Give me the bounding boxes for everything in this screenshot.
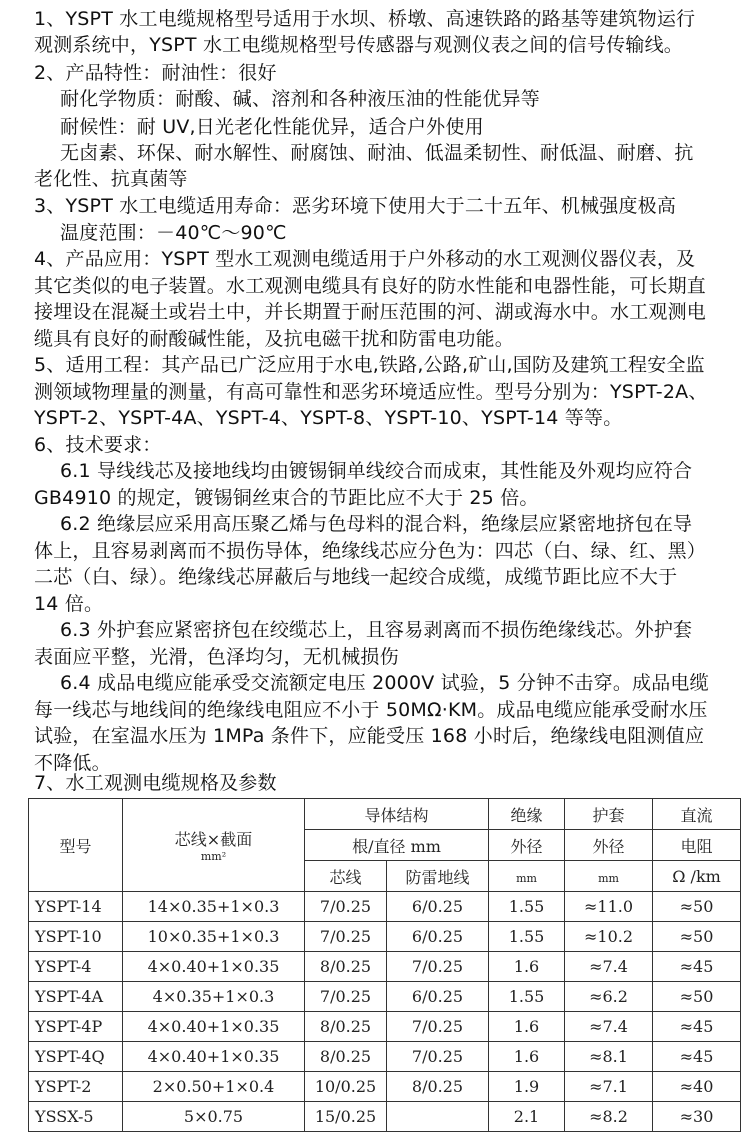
- header-resistance-1: 直流: [653, 799, 741, 830]
- item-5-line-2: 测领域物理量的测量，有高可靠性和恶劣环境适应性。型号分别为：YSPT-2A、: [34, 381, 708, 403]
- item-5-line-1: 5、适用工程：其产品已广泛应用于水电,铁路,公路,矿山,国防及建筑工程安全监: [34, 354, 705, 376]
- item-4-line-3: 接埋设在混凝土或岩土中，并长期置于耐压范围的河、湖或海水中。水工观测电: [34, 301, 707, 323]
- cell-insulation-od: 1.55: [489, 982, 565, 1012]
- item-7-heading: 7、水工观测电缆规格及参数: [34, 772, 277, 794]
- cell-insulation-od: 1.6: [489, 1042, 565, 1072]
- item-6-1-line-1: 6.1 导线线芯及接地线均由镀锡铜单线绞合而成束，其性能及外观均应符合: [60, 460, 693, 482]
- item-6-3-line-2: 表面应平整，光滑，色泽均匀，无机械损伤: [34, 646, 399, 668]
- cell-jacket-od: ≈6.2: [565, 982, 653, 1012]
- header-unit-resistance: Ω /km: [653, 861, 741, 892]
- cell-dc-resistance: ≈50: [653, 982, 741, 1012]
- cell-conductor-core: 8/0.25: [305, 1012, 387, 1042]
- cell-insulation-od: 1.6: [489, 952, 565, 982]
- cell-conductor-ground: 6/0.25: [387, 982, 489, 1012]
- cell-dc-resistance: ≈45: [653, 1012, 741, 1042]
- cell-insulation-od: 2.1: [489, 1102, 565, 1132]
- item-6-2-line-3: 二芯（白、绿）。绝缘线芯屏蔽后与地线一起绞合成缆，成缆节距比应不大于: [34, 566, 678, 588]
- cell-dc-resistance: ≈50: [653, 922, 741, 952]
- header-conductor-structure: 导体结构: [305, 799, 489, 830]
- cell-insulation-od: 1.9: [489, 1072, 565, 1102]
- cell-jacket-od: ≈10.2: [565, 922, 653, 952]
- cell-insulation-od: 1.6: [489, 1012, 565, 1042]
- item-6-2-line-1: 6.2 绝缘层应采用高压聚乙烯与色母料的混合料，绝缘层应紧密地挤包在导: [60, 513, 693, 535]
- cell-insulation-od: 1.55: [489, 892, 565, 922]
- cell-jacket-od: ≈7.4: [565, 1012, 653, 1042]
- cell-conductor-core: 8/0.25: [305, 952, 387, 982]
- cell-core-section: 4×0.40+1×0.35: [123, 1042, 305, 1072]
- cell-jacket-od: ≈8.1: [565, 1042, 653, 1072]
- cell-model: YSPT-4A: [29, 982, 123, 1012]
- cell-core-section: 4×0.40+1×0.35: [123, 1012, 305, 1042]
- item-6-4-line-3: 试验，在室温水压为 1MPa 条件下，应能受压 168 小时后，绝缘线电阻测值应: [34, 725, 705, 747]
- cell-jacket-od: ≈7.1: [565, 1072, 653, 1102]
- cell-conductor-core: 10/0.25: [305, 1072, 387, 1102]
- item-2-chemical: 耐化学物质：耐酸、碱、溶剂和各种液压油的性能优异等: [60, 88, 541, 110]
- cell-model: YSPT-4Q: [29, 1042, 123, 1072]
- cell-model: YSPT-2: [29, 1072, 123, 1102]
- item-2-features-line-1: 无卤素、环保、耐水解性、耐腐蚀、耐油、低温柔韧性、耐低温、耐磨、抗: [60, 142, 694, 164]
- item-6-3-line-1: 6.3 外护套应紧密挤包在绞缆芯上，且容易剥离而不损伤绝缘线芯。外护套: [60, 619, 693, 641]
- spec-table: [28, 798, 741, 1132]
- cell-conductor-ground: 6/0.25: [387, 922, 489, 952]
- header-unit-insulation: mm: [489, 861, 565, 892]
- table-row: [29, 952, 741, 982]
- table-header-row-1: [29, 799, 741, 830]
- cell-conductor-core: 7/0.25: [305, 892, 387, 922]
- cell-core-section: 10×0.35+1×0.3: [123, 922, 305, 952]
- cell-conductor-core: 7/0.25: [305, 982, 387, 1012]
- table-row: [29, 1012, 741, 1042]
- header-insulation-2: 外径: [489, 830, 565, 861]
- header-resistance-2: 电阻: [653, 830, 741, 861]
- cell-model: YSPT-10: [29, 922, 123, 952]
- cell-conductor-ground: 6/0.25: [387, 892, 489, 922]
- item-2-features-line-2: 老化性、抗真菌等: [34, 168, 188, 190]
- cell-dc-resistance: ≈40: [653, 1072, 741, 1102]
- item-1-line-2: 观测系统中，YSPT 水工电缆规格型号传感器与观测仪表之间的信号传输线。: [34, 34, 683, 56]
- header-jacket-1: 护套: [565, 799, 653, 830]
- header-unit-jacket: mm: [565, 861, 653, 892]
- header-jacket-2: 外径: [565, 830, 653, 861]
- header-core-unit: mm²: [200, 850, 227, 863]
- table-row: [29, 1102, 741, 1132]
- header-sub-core: 芯线: [305, 861, 387, 892]
- item-6-1-line-2: GB4910 的规定，镀锡铜丝束合的节距比应不大于 25 倍。: [34, 487, 539, 509]
- header-conductor-unit: 根/直径 mm: [305, 830, 489, 861]
- cell-model: YSPT-4P: [29, 1012, 123, 1042]
- item-6-4-line-4: 不降低。: [34, 752, 111, 774]
- cell-core-section: 4×0.40+1×0.35: [123, 952, 305, 982]
- table-row: [29, 1072, 741, 1102]
- cell-model: YSPT-4: [29, 952, 123, 982]
- table-row: [29, 892, 741, 922]
- item-4-line-2: 其它类似的电子装置。水工观测电缆具有良好的防水性能和电器性能，可长期直: [34, 275, 707, 297]
- cell-conductor-core: 7/0.25: [305, 922, 387, 952]
- item-6-2-line-4: 14 倍。: [34, 593, 104, 615]
- cell-conductor-core: 8/0.25: [305, 1042, 387, 1072]
- cell-dc-resistance: ≈30: [653, 1102, 741, 1132]
- item-1-line-1: 1、YSPT 水工电缆规格型号适用于水坝、桥墩、高速铁路的路基等建筑物运行: [34, 8, 696, 30]
- item-5-line-3: YSPT-2、YSPT-4A、YSPT-4、YSPT-8、YSPT-10、YSPT-14 等等。: [34, 407, 623, 429]
- cell-core-section: 14×0.35+1×0.3: [123, 892, 305, 922]
- cell-conductor-ground: 7/0.25: [387, 1042, 489, 1072]
- cell-conductor-ground: 8/0.25: [387, 1072, 489, 1102]
- item-6-2-line-2: 体上，且容易剥离而不损伤导体，绝缘线芯应分色为：四芯（白、绿、红、黑）: [34, 540, 707, 562]
- header-model: 型号: [29, 799, 123, 892]
- cell-conductor-ground: 7/0.25: [387, 1012, 489, 1042]
- table-row: [29, 1042, 741, 1072]
- cell-dc-resistance: ≈45: [653, 952, 741, 982]
- table-row: [29, 982, 741, 1012]
- cell-dc-resistance: ≈50: [653, 892, 741, 922]
- item-2-weather: 耐候性：耐 UV,日光老化性能优异，适合户外使用: [60, 116, 484, 138]
- table-row: [29, 922, 741, 952]
- item-4-line-4: 缆具有良好的耐酸碱性能，及抗电磁干扰和防雷电功能。: [34, 328, 515, 350]
- table-body: [29, 892, 741, 1132]
- item-4-line-1: 4、产品应用：YSPT 型水工观测电缆适用于户外移动的水工观测仪器仪表，及: [34, 248, 696, 270]
- cell-core-section: 5×0.75: [123, 1102, 305, 1132]
- cell-jacket-od: ≈7.4: [565, 952, 653, 982]
- cell-core-section: 2×0.50+1×0.4: [123, 1072, 305, 1102]
- item-6-4-line-2: 每一线芯与地线间的绝缘线电阻应不小于 50MΩ·KM。成品电缆应能承受耐水压: [34, 699, 708, 721]
- cell-model: YSSX-5: [29, 1102, 123, 1132]
- header-core-section: 芯线×截面 mm²: [123, 799, 305, 892]
- item-6-heading: 6、技术要求：: [34, 434, 162, 456]
- cell-jacket-od: ≈11.0: [565, 892, 653, 922]
- cell-conductor-ground: [387, 1102, 489, 1132]
- item-3-line-1: 3、YSPT 水工电缆适用寿命：恶劣环境下使用大于二十五年、机械强度极高: [34, 195, 677, 217]
- cell-core-section: 4×0.35+1×0.3: [123, 982, 305, 1012]
- cell-dc-resistance: ≈45: [653, 1042, 741, 1072]
- header-sub-ground: 防雷地线: [387, 861, 489, 892]
- cell-insulation-od: 1.55: [489, 922, 565, 952]
- item-2-heading: 2、产品特性：耐油性：很好: [34, 62, 277, 84]
- item-3-temperature: 温度范围：－40℃～90℃: [60, 222, 287, 244]
- header-insulation-1: 绝缘: [489, 799, 565, 830]
- cell-jacket-od: ≈8.2: [565, 1102, 653, 1132]
- item-6-4-line-1: 6.4 成品电缆应能承受交流额定电压 2000V 试验，5 分钟不击穿。成品电缆: [60, 672, 709, 694]
- cell-model: YSPT-14: [29, 892, 123, 922]
- cell-conductor-core: 15/0.25: [305, 1102, 387, 1132]
- cell-conductor-ground: 7/0.25: [387, 952, 489, 982]
